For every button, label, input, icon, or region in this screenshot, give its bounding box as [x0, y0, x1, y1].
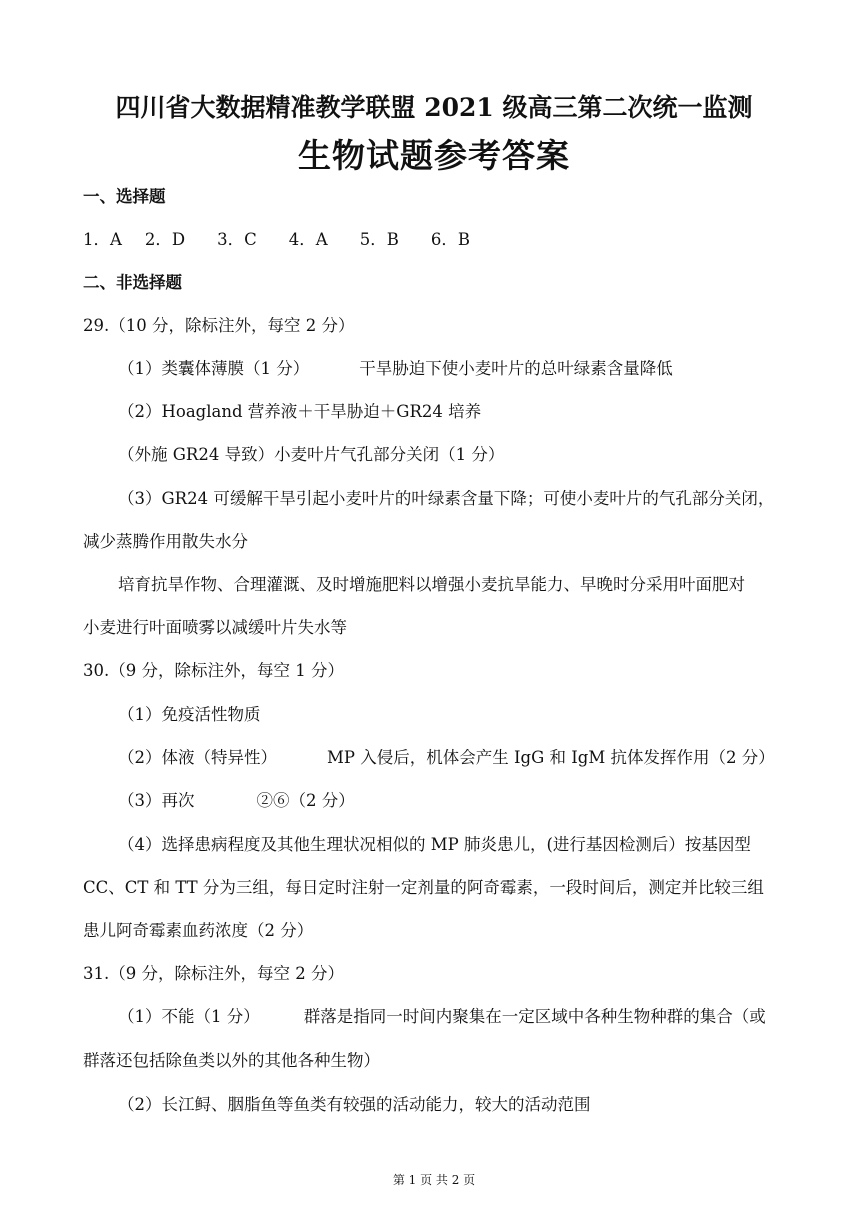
q31-part1-a: （1）不能（1 分）	[118, 1007, 260, 1026]
q29-part3-a: （3）GR24 可缓解干旱引起小麦叶片的叶绿素含量下降；可使小麦叶片的气孔部分关闭，	[118, 489, 775, 508]
q30-part3-a: （3）再次	[118, 791, 195, 810]
answer-4: 4．A	[288, 230, 328, 249]
q30-part2-b: MP 入侵后，机体会产生 IgG 和 IgM 抗体发挥作用（2 分）	[327, 748, 775, 767]
answer-6: 6．B	[430, 230, 470, 249]
section-heading-choice: 一、选择题	[83, 187, 166, 206]
answer-5: 5．B	[359, 230, 399, 249]
choice-answers	[83, 229, 470, 251]
q30-part2-a: （2）体液（特异性）	[118, 748, 277, 767]
q29-part1	[118, 358, 673, 380]
q29-part1-a: （1）类囊体薄膜（1 分）	[118, 359, 310, 378]
q31-part1	[118, 1006, 766, 1028]
answer-2: 2．D	[144, 230, 186, 249]
q30-part3	[118, 790, 355, 812]
q29-part2: （2）Hoagland 营养液＋干旱胁迫＋GR24 培养	[118, 402, 482, 421]
q31-part1-c: 群落还包括除鱼类以外的其他各种生物）	[83, 1051, 380, 1070]
answer-3: 3．C	[217, 230, 257, 249]
section-heading-nonchoice: 二、非选择题	[83, 273, 182, 292]
q30-part4-a: （4）选择患病程度及其他生理状况相似的 MP 肺炎患儿，(进行基因检测后）按基因型	[118, 835, 751, 854]
q30-part4-c: 患儿阿奇霉素血药浓度（2 分）	[83, 921, 314, 940]
q29-part4-b: 小麦进行叶面喷雾以减缓叶片失水等	[83, 618, 347, 637]
q30-part4-b: CC、CT 和 TT 分为三组，每日定时注射一定剂量的阿奇霉素，一段时间后，测定并比较三组	[83, 878, 764, 897]
q29-part2-b: （外施 GR24 导致）小麦叶片气孔部分关闭（1 分）	[118, 445, 505, 464]
q30-head: 30.（9 分，除标注外，每空 1 分）	[83, 661, 344, 680]
answer-1: 1．A	[83, 230, 122, 249]
q31-part1-b: 群落是指同一时间内聚集在一定区域中各种生物种群的集合（或	[303, 1007, 766, 1026]
q29-head: 29.（10 分，除标注外，每空 2 分）	[83, 316, 355, 335]
q30-part3-b: ②⑥（2 分）	[256, 791, 355, 810]
q29-part1-b: 干旱胁迫下使小麦叶片的总叶绿素含量降低	[359, 359, 673, 378]
q31-head: 31.（9 分，除标注外，每空 2 分）	[83, 964, 344, 983]
q30-part2	[118, 747, 775, 769]
q30-part1: （1）免疫活性物质	[118, 705, 261, 724]
q31-part2: （2）长江鲟、胭脂鱼等鱼类有较强的活动能力，较大的活动范围	[118, 1095, 591, 1114]
exam-title: 四川省大数据精准教学联盟 2021 级高三第二次统一监测	[115, 93, 753, 122]
page-footer: 第 1 页 共 2 页	[392, 1173, 476, 1187]
answer-key-title: 生物试题参考答案	[298, 136, 570, 175]
q29-part3-b: 减少蒸腾作用散失水分	[83, 532, 248, 551]
q29-part4-a: 培育抗旱作物、合理灌溉、及时增施肥料以增强小麦抗旱能力、早晚时分采用叶面肥对	[118, 575, 745, 594]
